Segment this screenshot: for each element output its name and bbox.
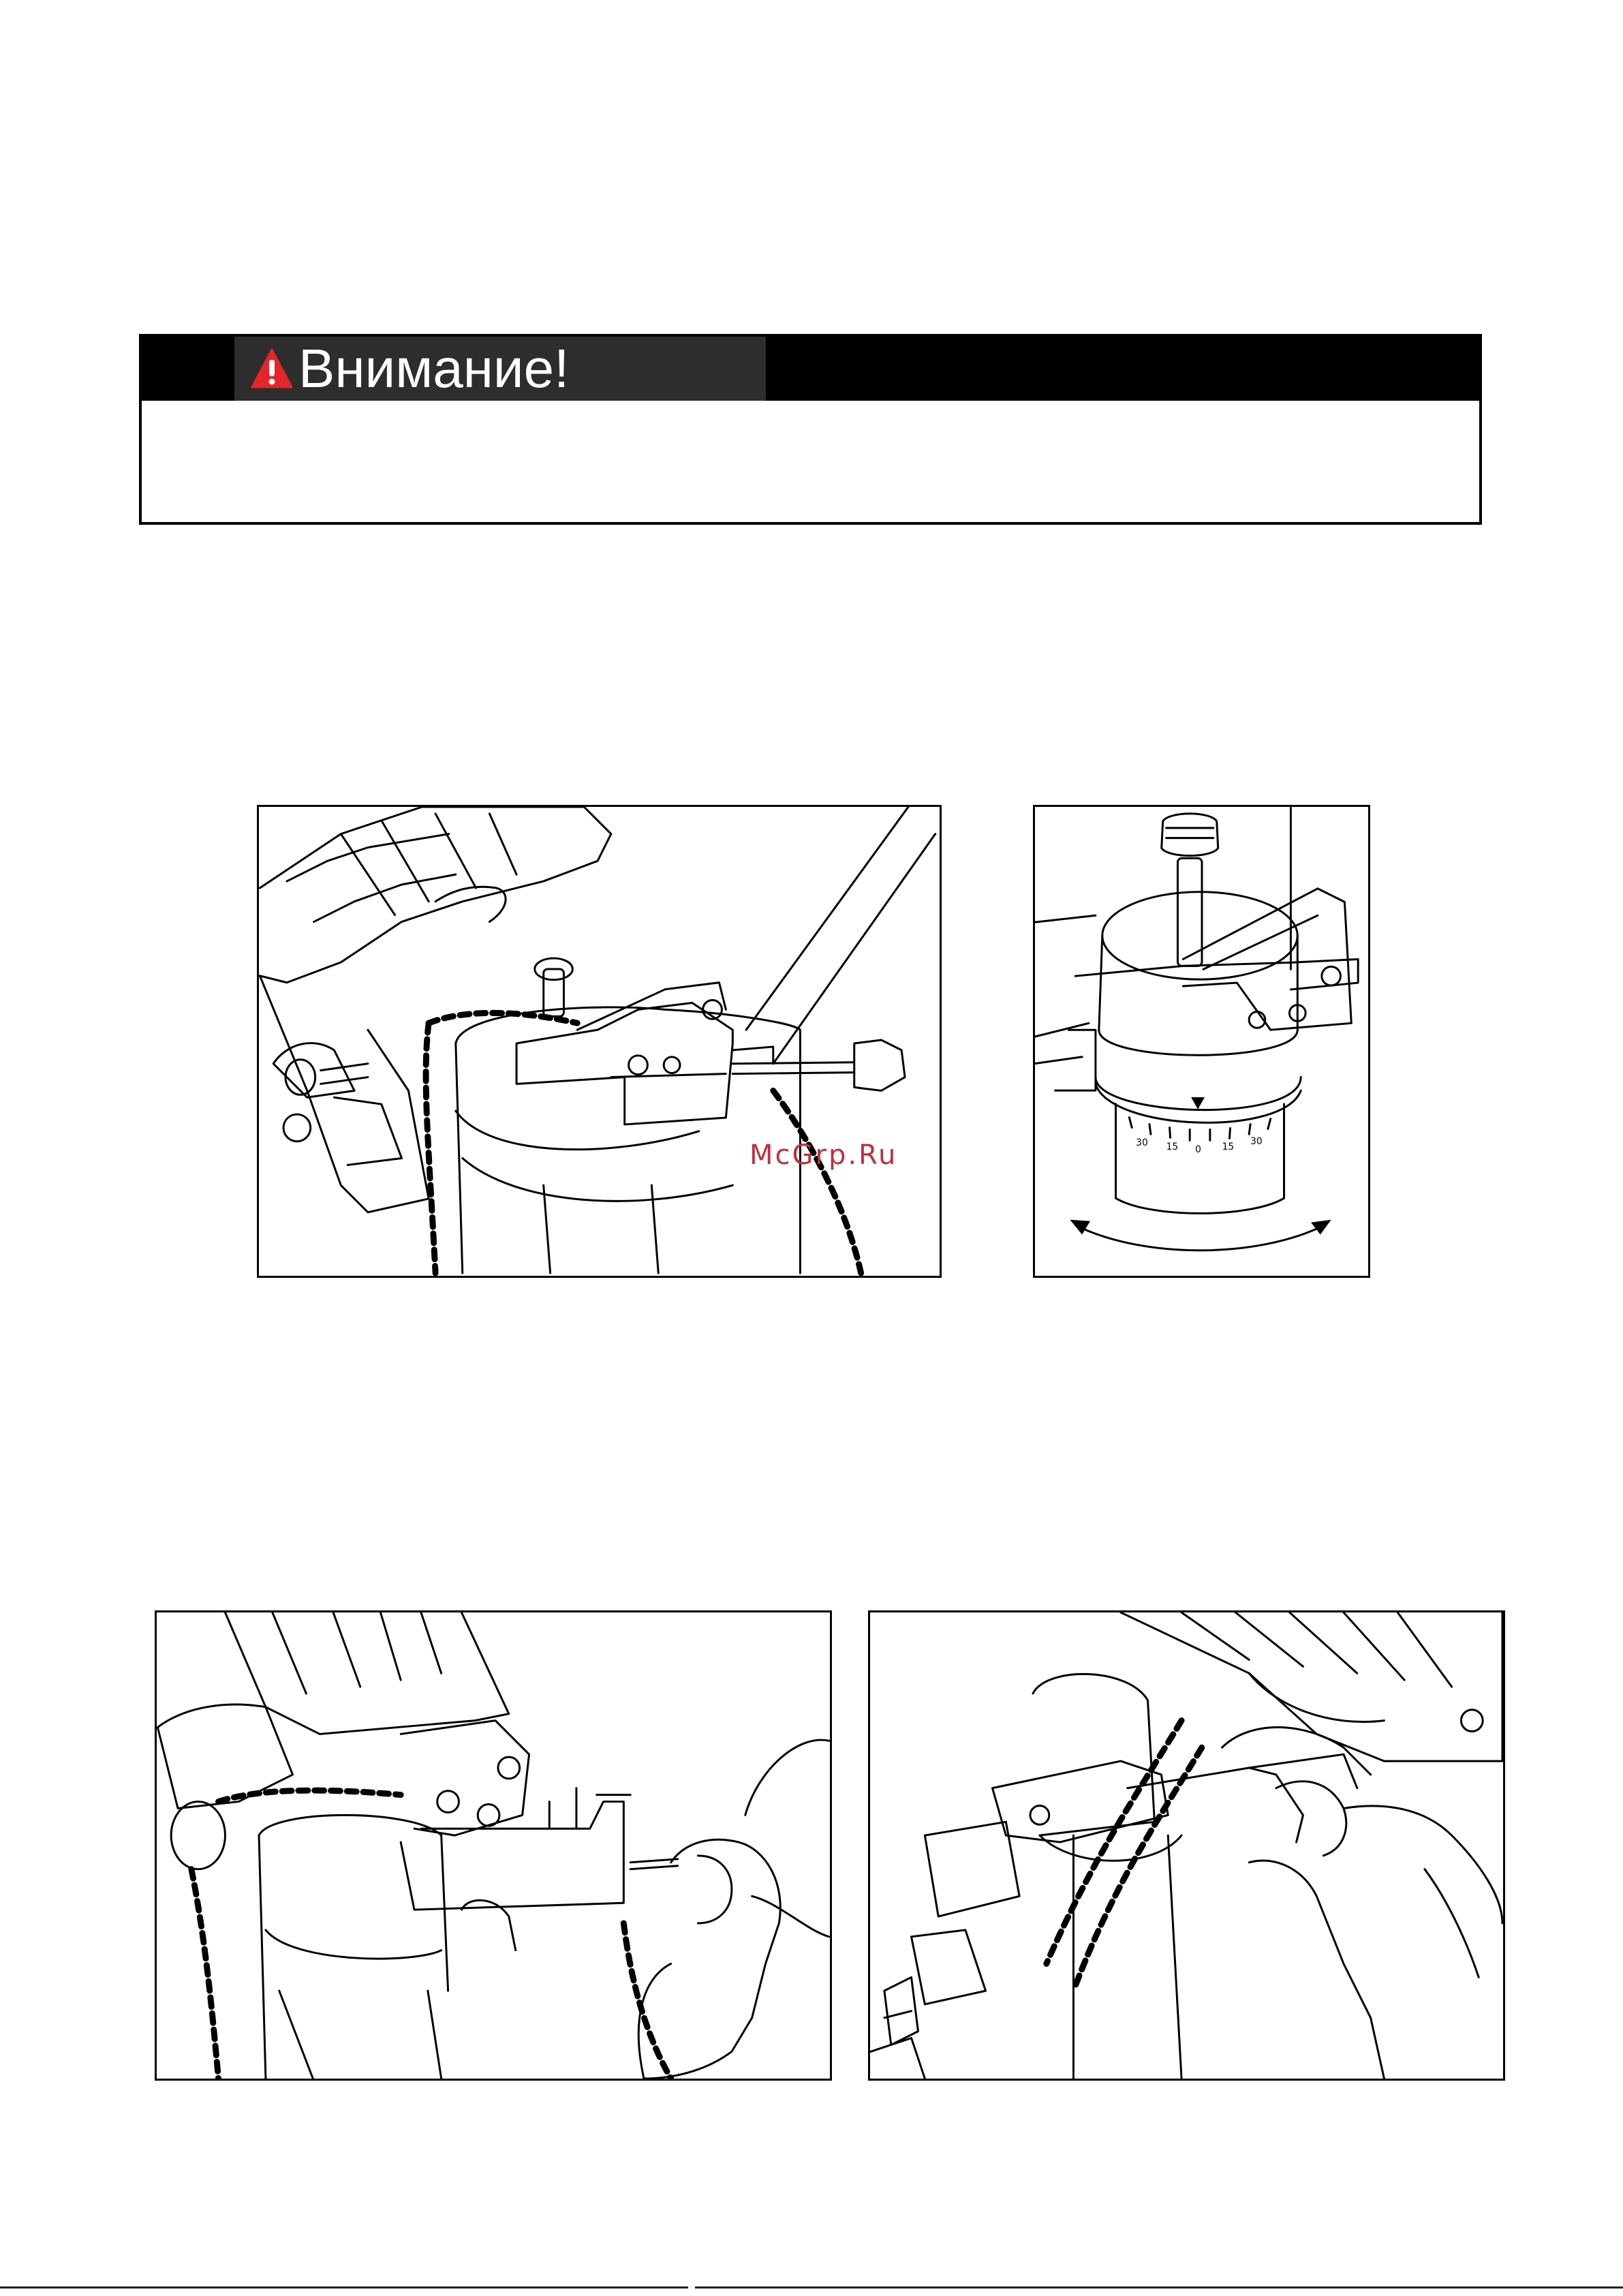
warning-triangle-icon bbox=[251, 348, 293, 390]
figure-hand-tightening-clamp bbox=[155, 1610, 832, 2081]
scale-label: 30 bbox=[1136, 1137, 1148, 1149]
figure-angle-scale-rotation bbox=[1033, 805, 1370, 1278]
warning-title-plate bbox=[234, 337, 766, 401]
footer-rule-right bbox=[695, 2286, 1623, 2289]
warning-title: Внимание! bbox=[298, 338, 570, 399]
scale-label: 15 bbox=[1166, 1142, 1179, 1153]
warning-header-band bbox=[142, 337, 1479, 401]
figure-4-illustration bbox=[870, 1612, 1503, 2079]
scale-label: 0 bbox=[1195, 1144, 1201, 1155]
warning-box bbox=[139, 334, 1482, 525]
figure-2-illustration bbox=[1035, 807, 1368, 1276]
footer-rule-left bbox=[0, 2286, 688, 2289]
watermark: McGrp.Ru bbox=[749, 1139, 898, 1171]
figure-hand-adjusting-chain bbox=[868, 1610, 1505, 2081]
scale-label: 15 bbox=[1222, 1142, 1235, 1153]
figure-3-illustration bbox=[157, 1612, 830, 2079]
figure-chain-clamped-on-vise bbox=[257, 805, 942, 1278]
scale-label: 30 bbox=[1250, 1136, 1263, 1148]
figure-1-illustration bbox=[259, 807, 940, 1276]
